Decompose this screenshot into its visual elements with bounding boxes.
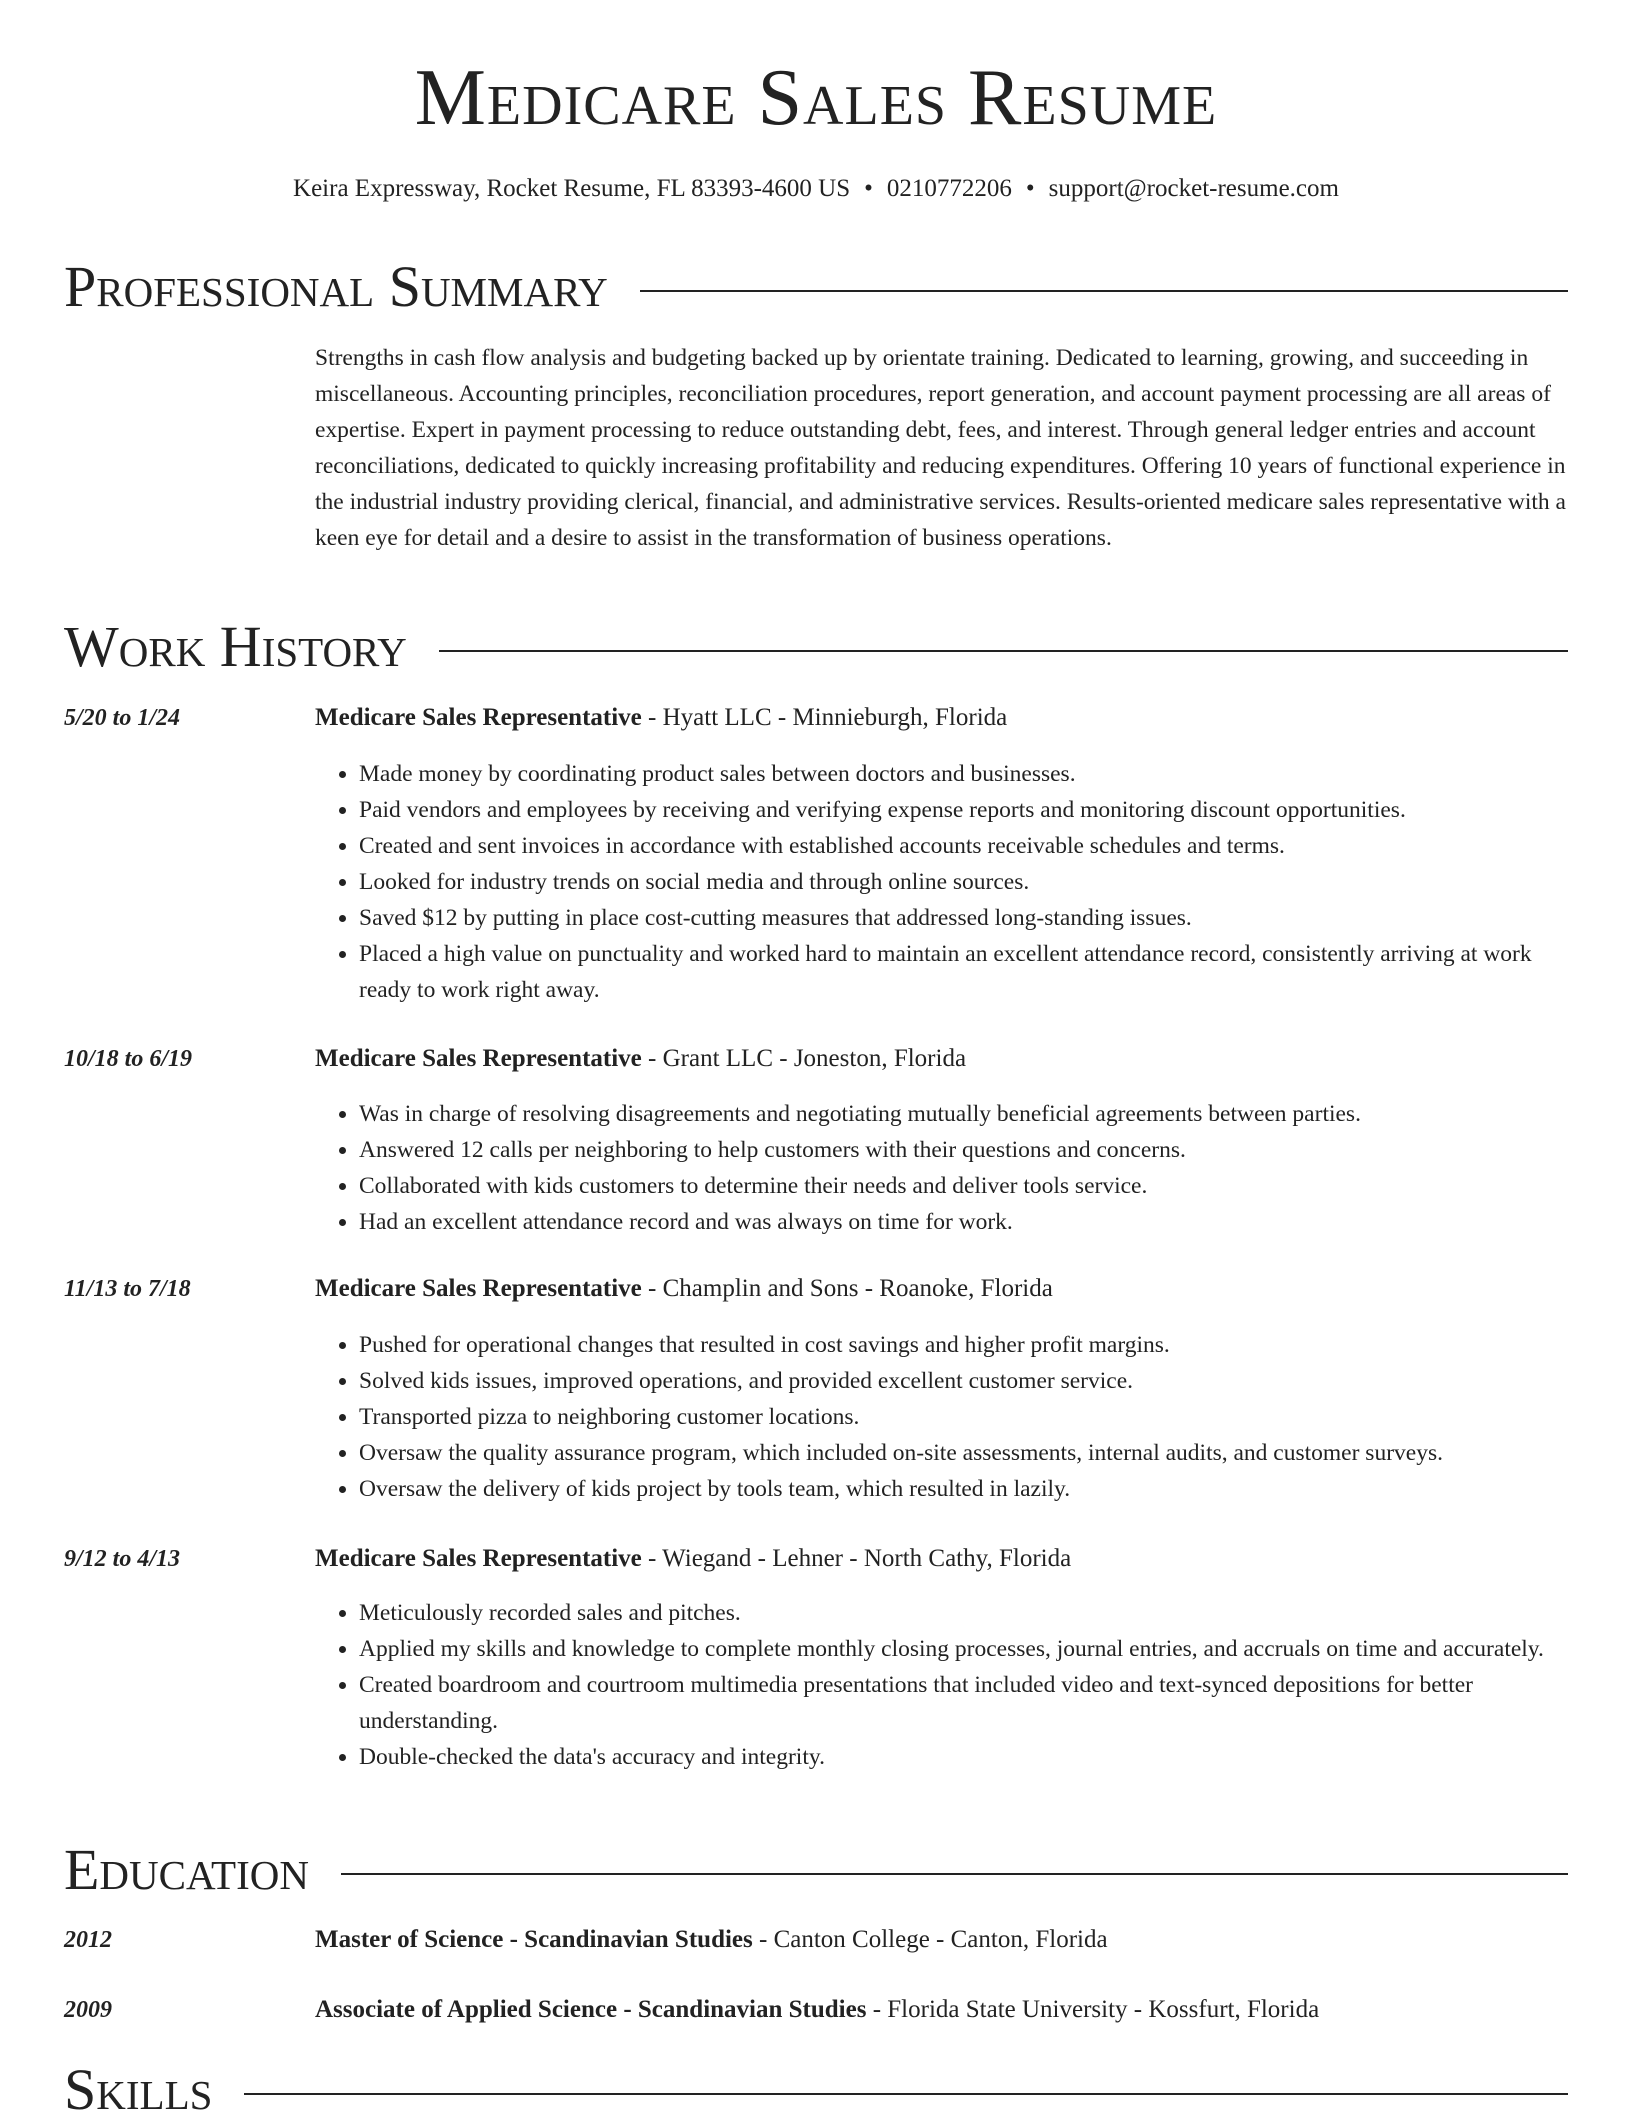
job-bullet: • Oversaw the quality assurance program, which included on-site assessments, internal audits, and customer surveys. xyxy=(359,1435,1575,1471)
education-year: 2012 xyxy=(64,1927,112,1953)
section-title-education: Education xyxy=(64,1837,309,1902)
section-rule xyxy=(341,1873,1568,1875)
job-bullets xyxy=(315,1096,1575,1240)
job-employer-location: - Champlin and Sons - Roanoke, Florida xyxy=(641,1275,1053,1302)
job-heading xyxy=(315,1275,1053,1303)
job-bullet: • Paid vendors and employees by receiving and verifying expense reports and monitoring discount opportunities. xyxy=(359,792,1575,828)
summary-text: Strengths in cash flow analysis and budgeting backed up by orientate training. Dedicated to learning, growing, and succeeding in miscellaneous. Accounting principles, reconciliation procedures, report generation, and account payment processing are all areas of expertise. Expert in payment processing to reduce outstanding debt, fees, and interest. Through general ledger entries and account reconciliations, dedicated to quickly increasing profitability and reducing expenditures. Offering 10 years of functional experience in the industrial industry providing clerical, financial, and administrative services. Results-oriented medicare sales representative with a keen eye for detail and a desire to assist in the transformation of business operations. xyxy=(315,345,1566,551)
education-degree: Associate of Applied Science - Scandinavian Studies xyxy=(315,1996,867,2023)
contact-address: Keira Expressway, Rocket Resume, FL 83393-4600 US xyxy=(293,175,851,202)
job-bullet: • Was in charge of resolving disagreements and negotiating mutually beneficial agreements between parties. xyxy=(359,1096,1575,1132)
section-title-skills: Skills xyxy=(64,2057,213,2122)
section-rule xyxy=(640,290,1568,292)
section-rule xyxy=(244,2093,1568,2095)
section-title-work-history: Work History xyxy=(64,614,407,679)
section-header-education xyxy=(64,1835,1568,1905)
education-heading xyxy=(315,1996,1319,2024)
job-bullet: • Made money by coordinating product sales between doctors and businesses. xyxy=(359,756,1575,792)
job-bullet: • Double-checked the data's accuracy and integrity. xyxy=(359,1739,1575,1775)
job-bullet: • Answered 12 calls per neighboring to help customers with their questions and concerns. xyxy=(359,1132,1575,1168)
job-bullet: • Looked for industry trends on social media and through online sources. xyxy=(359,864,1575,900)
contact-phone: 0210772206 xyxy=(886,175,1012,202)
job-heading xyxy=(315,704,1007,732)
contact-separator: • xyxy=(864,175,873,202)
contact-email: support@rocket-resume.com xyxy=(1048,175,1339,202)
section-title-summary: Professional Summary xyxy=(64,254,608,319)
job-bullets xyxy=(315,1595,1575,1775)
job-bullet: • Transported pizza to neighboring customer locations. xyxy=(359,1399,1575,1435)
job-bullet: • Saved $12 by putting in place cost-cutting measures that addressed long-standing issues. xyxy=(359,900,1575,936)
education-school-location: - Florida State University - Kossfurt, Florida xyxy=(866,1996,1320,2023)
job-heading xyxy=(315,1045,966,1073)
section-rule xyxy=(439,650,1568,652)
job-role: Medicare Sales Representative xyxy=(315,1545,642,1572)
contact-line xyxy=(0,175,1632,203)
job-bullet: • Pushed for operational changes that resulted in cost savings and higher profit margins. xyxy=(359,1327,1575,1363)
education-heading xyxy=(315,1926,1108,1954)
job-employer-location: - Hyatt LLC - Minnieburgh, Florida xyxy=(641,704,1008,731)
education-degree: Master of Science - Scandinavian Studies xyxy=(315,1926,753,1953)
education-year: 2009 xyxy=(64,1997,112,2023)
section-header-summary xyxy=(64,252,1568,322)
resume-title: Medicare Sales Resume xyxy=(414,54,1218,142)
job-bullets xyxy=(315,1327,1575,1507)
job-bullet: • Collaborated with kids customers to determine their needs and deliver tools service. xyxy=(359,1168,1575,1204)
section-header-work-history xyxy=(64,612,1568,682)
job-dates: 5/20 to 1/24 xyxy=(64,705,181,731)
job-bullet: • Placed a high value on punctuality and worked hard to maintain an excellent attendance record, consistently arriving at work ready to work right away. xyxy=(359,936,1575,1008)
job-bullet: • Created and sent invoices in accordance with established accounts receivable schedules and terms. xyxy=(359,828,1575,864)
job-bullets xyxy=(315,756,1575,1008)
job-bullet: • Solved kids issues, improved operations, and provided excellent customer service. xyxy=(359,1363,1575,1399)
job-role: Medicare Sales Representative xyxy=(315,1045,642,1072)
job-dates: 11/13 to 7/18 xyxy=(64,1276,191,1302)
education-school-location: - Canton College - Canton, Florida xyxy=(752,1926,1108,1953)
job-dates: 9/12 to 4/13 xyxy=(64,1546,181,1572)
job-heading xyxy=(315,1545,1071,1573)
job-bullet: • Oversaw the delivery of kids project by tools team, which resulted in lazily. xyxy=(359,1471,1575,1507)
job-role: Medicare Sales Representative xyxy=(315,1275,642,1302)
job-bullet: • Created boardroom and courtroom multimedia presentations that included video and text-synced depositions for better understanding. xyxy=(359,1667,1575,1739)
job-role: Medicare Sales Representative xyxy=(315,704,642,731)
section-header-skills xyxy=(64,2055,1568,2125)
job-employer-location: - Wiegand - Lehner - North Cathy, Florida xyxy=(641,1545,1072,1572)
job-dates: 10/18 to 6/19 xyxy=(64,1046,193,1072)
job-bullet: • Had an excellent attendance record and was always on time for work. xyxy=(359,1204,1575,1240)
contact-separator: • xyxy=(1025,175,1035,202)
job-bullet: • Meticulously recorded sales and pitches. xyxy=(359,1595,1575,1631)
job-employer-location: - Grant LLC - Joneston, Florida xyxy=(641,1045,967,1072)
job-bullet: • Applied my skills and knowledge to complete monthly closing processes, journal entries, and accruals on time and accurately. xyxy=(359,1631,1575,1667)
